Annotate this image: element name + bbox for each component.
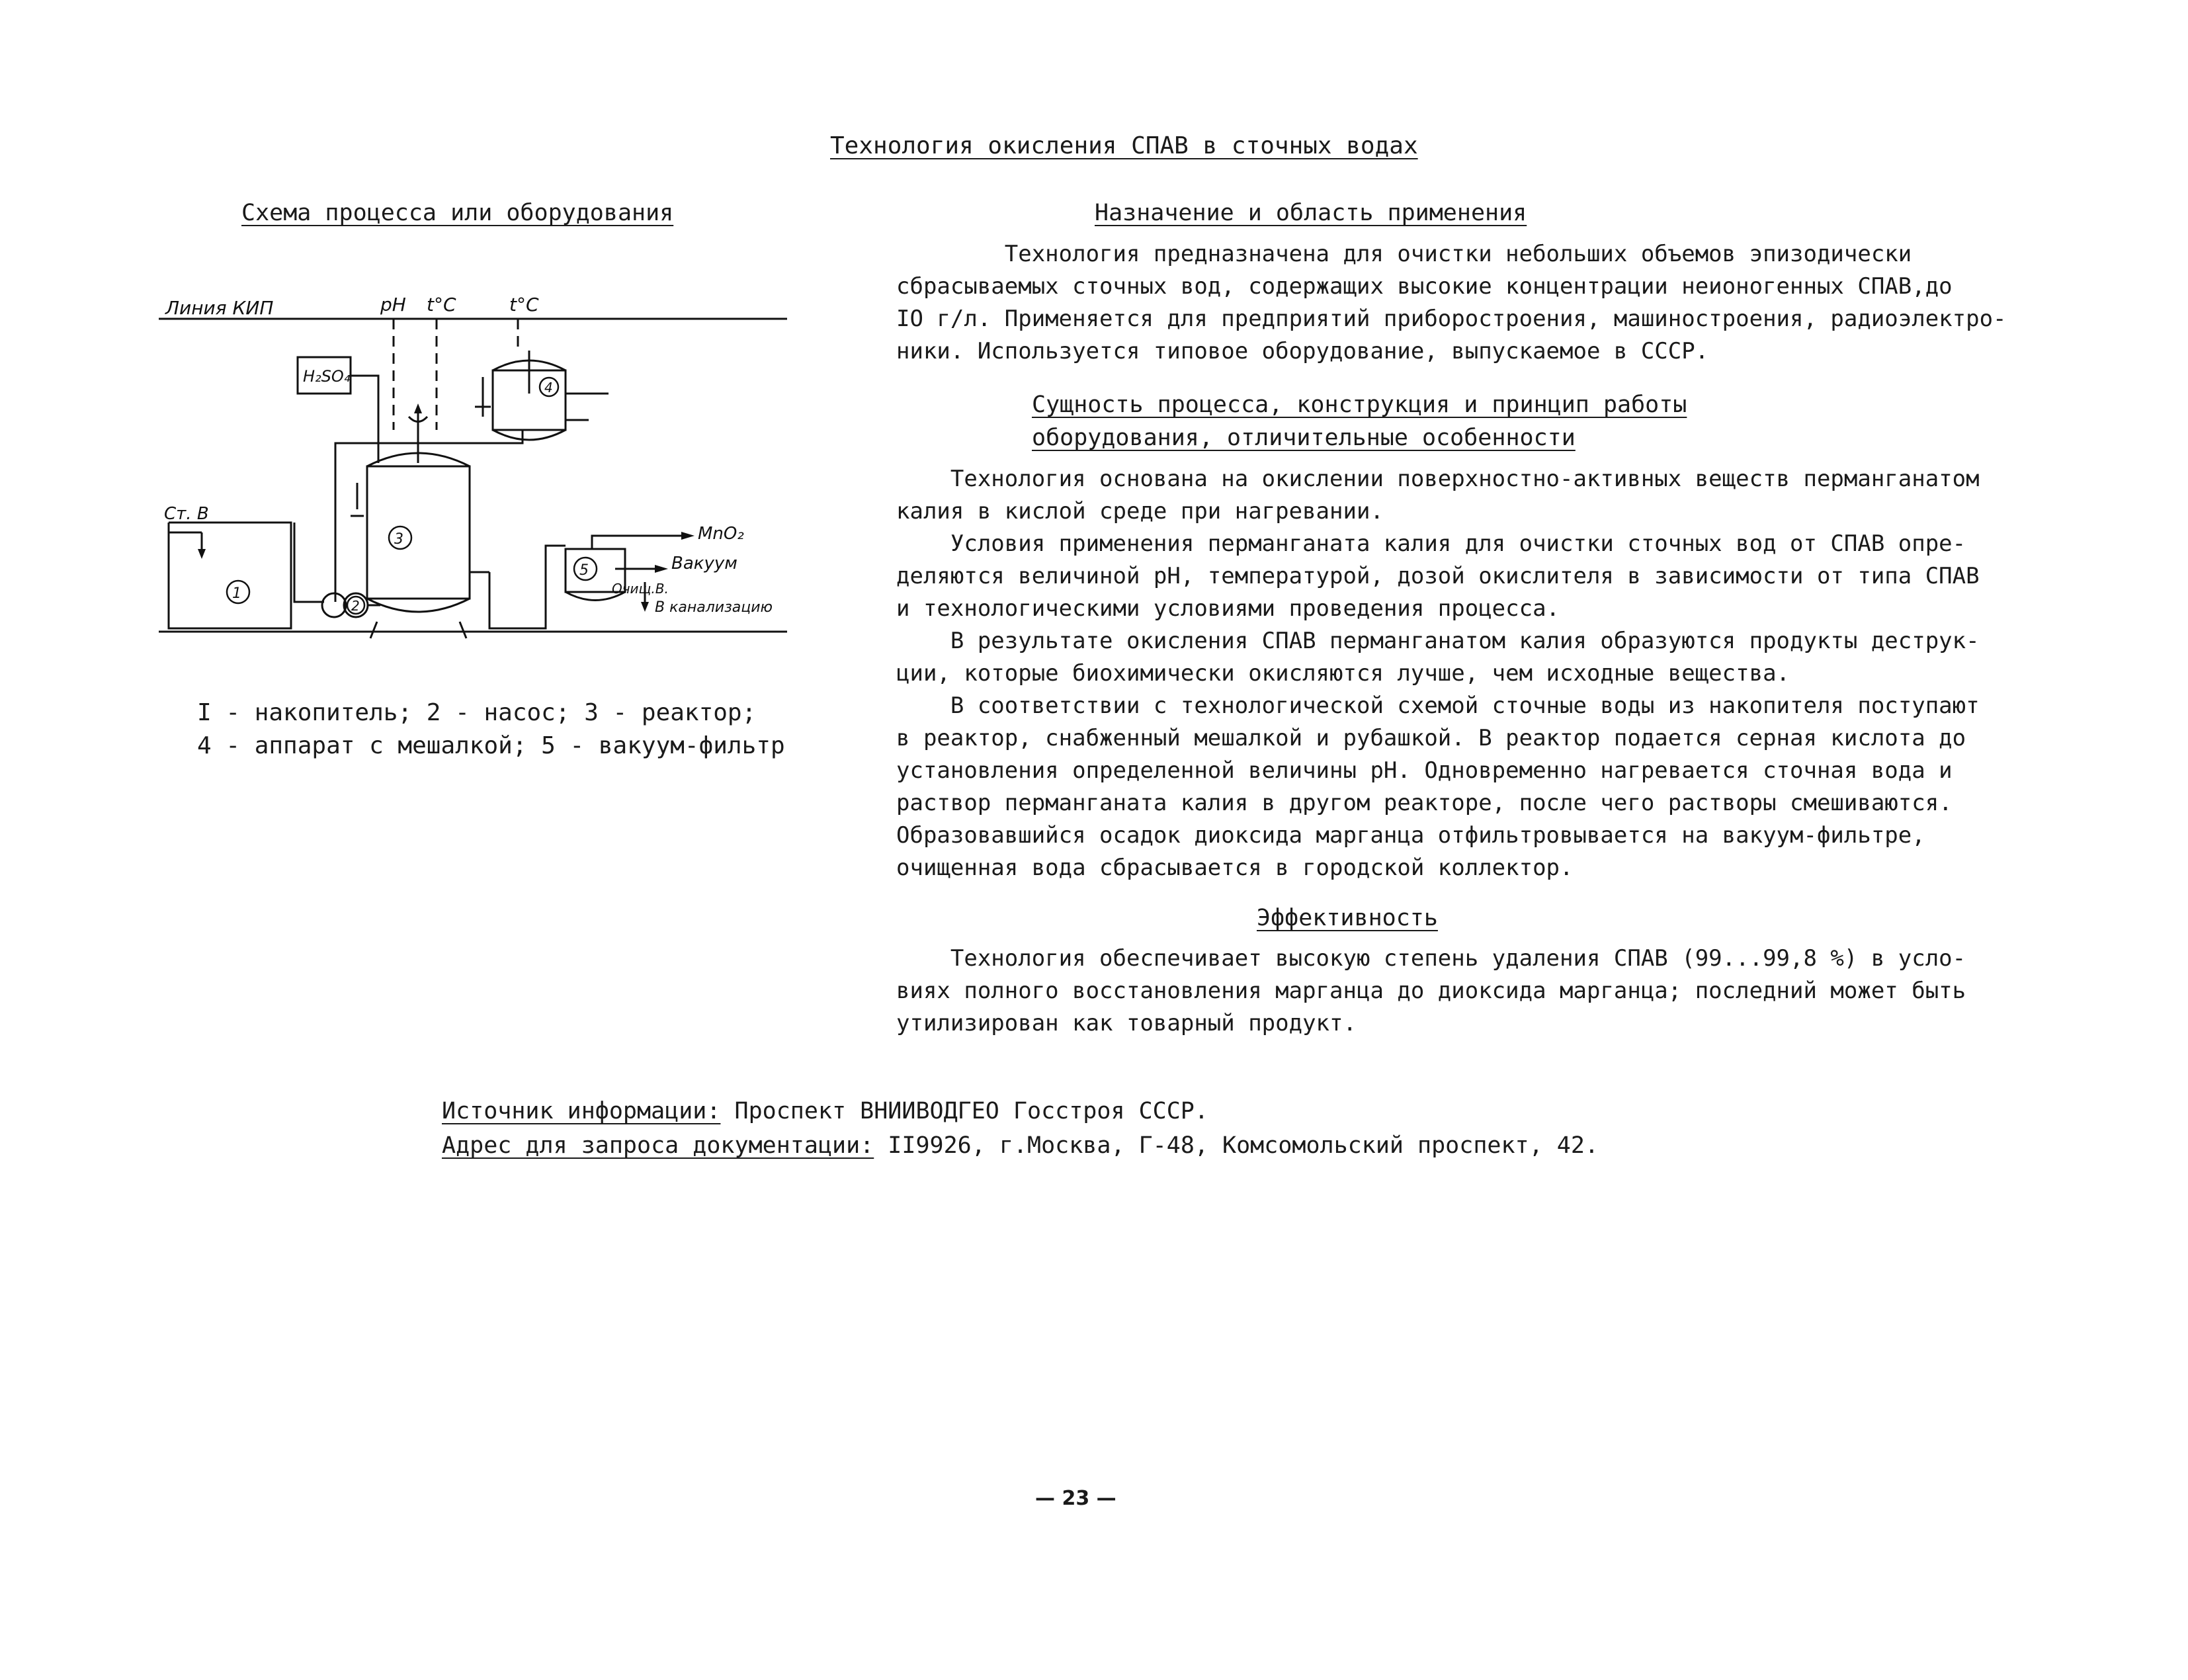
ph-label: pH	[380, 294, 406, 315]
essence-line-8: В соответствии с технологической схемой сточные воды из накопителя поступают	[896, 693, 1980, 719]
essence-line-7: ции, которые биохимически окисляются лучше, чем исходные вещества.	[896, 660, 1790, 687]
page-number: — 23 —	[1035, 1487, 1116, 1510]
sewer-label: В канализацию	[655, 599, 773, 616]
legend-line-2: 4 - аппарат с мешалкой; 5 - вакуум-фильтр	[197, 732, 785, 759]
purpose-line-3: IO г/л. Применяется для предприятий приборостроения, машиностроения, радиоэлектро-	[896, 306, 2007, 332]
essence-line-2: калия в кислой среде при нагревании.	[896, 498, 1384, 525]
vacuum-label: Вакуум	[671, 554, 737, 573]
label-5: 5	[579, 562, 589, 579]
essence-line-13: очищенная вода сбрасывается в городской коллектор.	[896, 855, 1574, 881]
purpose-text	[896, 238, 2007, 368]
essence-line-12: Образовавшийся осадок диоксида марганца отфильтровывается на вакуум-фильтре,	[896, 822, 1925, 849]
essence-line-3: Условия применения перманганата калия для очистки сточных вод от СПАВ опре-	[896, 530, 1966, 557]
mno2-label: MnO₂	[698, 524, 744, 544]
process-diagram	[152, 278, 800, 648]
essence-text	[896, 463, 1980, 884]
purpose-line-1: Технология предназначена для очистки небольших объемов эпизодически	[896, 241, 1912, 267]
temp-label-2: t°C	[509, 294, 539, 315]
address-text: II9926, г.Москва, Г-48, Комсомольский проспект, 42.	[874, 1132, 1599, 1159]
temp-label-1: t°C	[427, 294, 456, 315]
effect-line-1: Технология обеспечивает высокую степень удаления СПАВ (99...99,8 %) в усло-	[896, 945, 1966, 972]
clean-water-label: Очищ.В.	[612, 581, 669, 597]
st-v-label: Ст. В	[164, 504, 209, 524]
purpose-heading: Назначение и область применения	[1095, 200, 1527, 226]
essence-line-5: и технологическими условиями проведения процесса.	[896, 595, 1560, 622]
effect-line-2: виях полного восстановления марганца до диоксида марганца; последний может быть	[896, 978, 1966, 1004]
source-text: Проспект ВНИИВОДГЕО Госстроя СССР.	[720, 1098, 1208, 1124]
page-title: Технология окисления СПАВ в сточных водах	[830, 132, 1418, 159]
address-line	[442, 1132, 1599, 1159]
h2so4-label: H₂SO₄	[303, 367, 351, 386]
label-4: 4	[544, 380, 553, 396]
essence-heading-line-2: оборудования, отличительные особенности	[1032, 425, 1576, 451]
essence-line-9: в реактор, снабженный мешалкой и рубашкой. В реактор подается серная кислота до	[896, 725, 1966, 751]
effect-line-3: утилизирован как товарный продукт.	[896, 1010, 1357, 1036]
legend-line-1: I - накопитель; 2 - насос; 3 - реактор;	[197, 699, 757, 726]
legend	[197, 696, 785, 763]
effect-text	[896, 943, 1966, 1040]
effect-heading: Эффективность	[1257, 905, 1438, 931]
essence-line-10: установления определенной величины pH. Одновременно нагревается сточная вода и	[896, 757, 1953, 784]
address-label: Адрес для запроса документации:	[442, 1132, 874, 1159]
essence-line-11: раствор перманганата калия в другом реакторе, после чего растворы смешиваются.	[896, 790, 1953, 816]
source-label: Источник информации:	[442, 1098, 721, 1124]
label-3: 3	[394, 531, 403, 548]
source-line	[442, 1098, 1208, 1124]
label-1: 1	[232, 585, 241, 602]
scheme-heading: Схема процесса или оборудования	[241, 200, 674, 226]
purpose-line-4: ники. Используется типовое оборудование, выпускаемое в СССР.	[896, 338, 1709, 364]
essence-heading-line-1: Сущность процесса, конструкция и принцип работы	[1032, 392, 1687, 418]
purpose-line-2: сбрасываемых сточных вод, содержащих высокие концентрации неионогенных СПАВ,до	[896, 273, 1953, 300]
essence-line-6: В результате окисления СПАВ перманганатом калия образуются продукты деструк-	[896, 628, 1980, 654]
label-2: 2	[351, 598, 360, 614]
essence-line-1: Технология основана на окислении поверхностно-активных веществ перманганатом	[896, 466, 1980, 492]
kip-line-label: Линия КИП	[165, 297, 274, 319]
essence-line-4: деляются величиной pH, температурой, дозой окислителя в зависимости от типа СПАВ	[896, 563, 1980, 589]
